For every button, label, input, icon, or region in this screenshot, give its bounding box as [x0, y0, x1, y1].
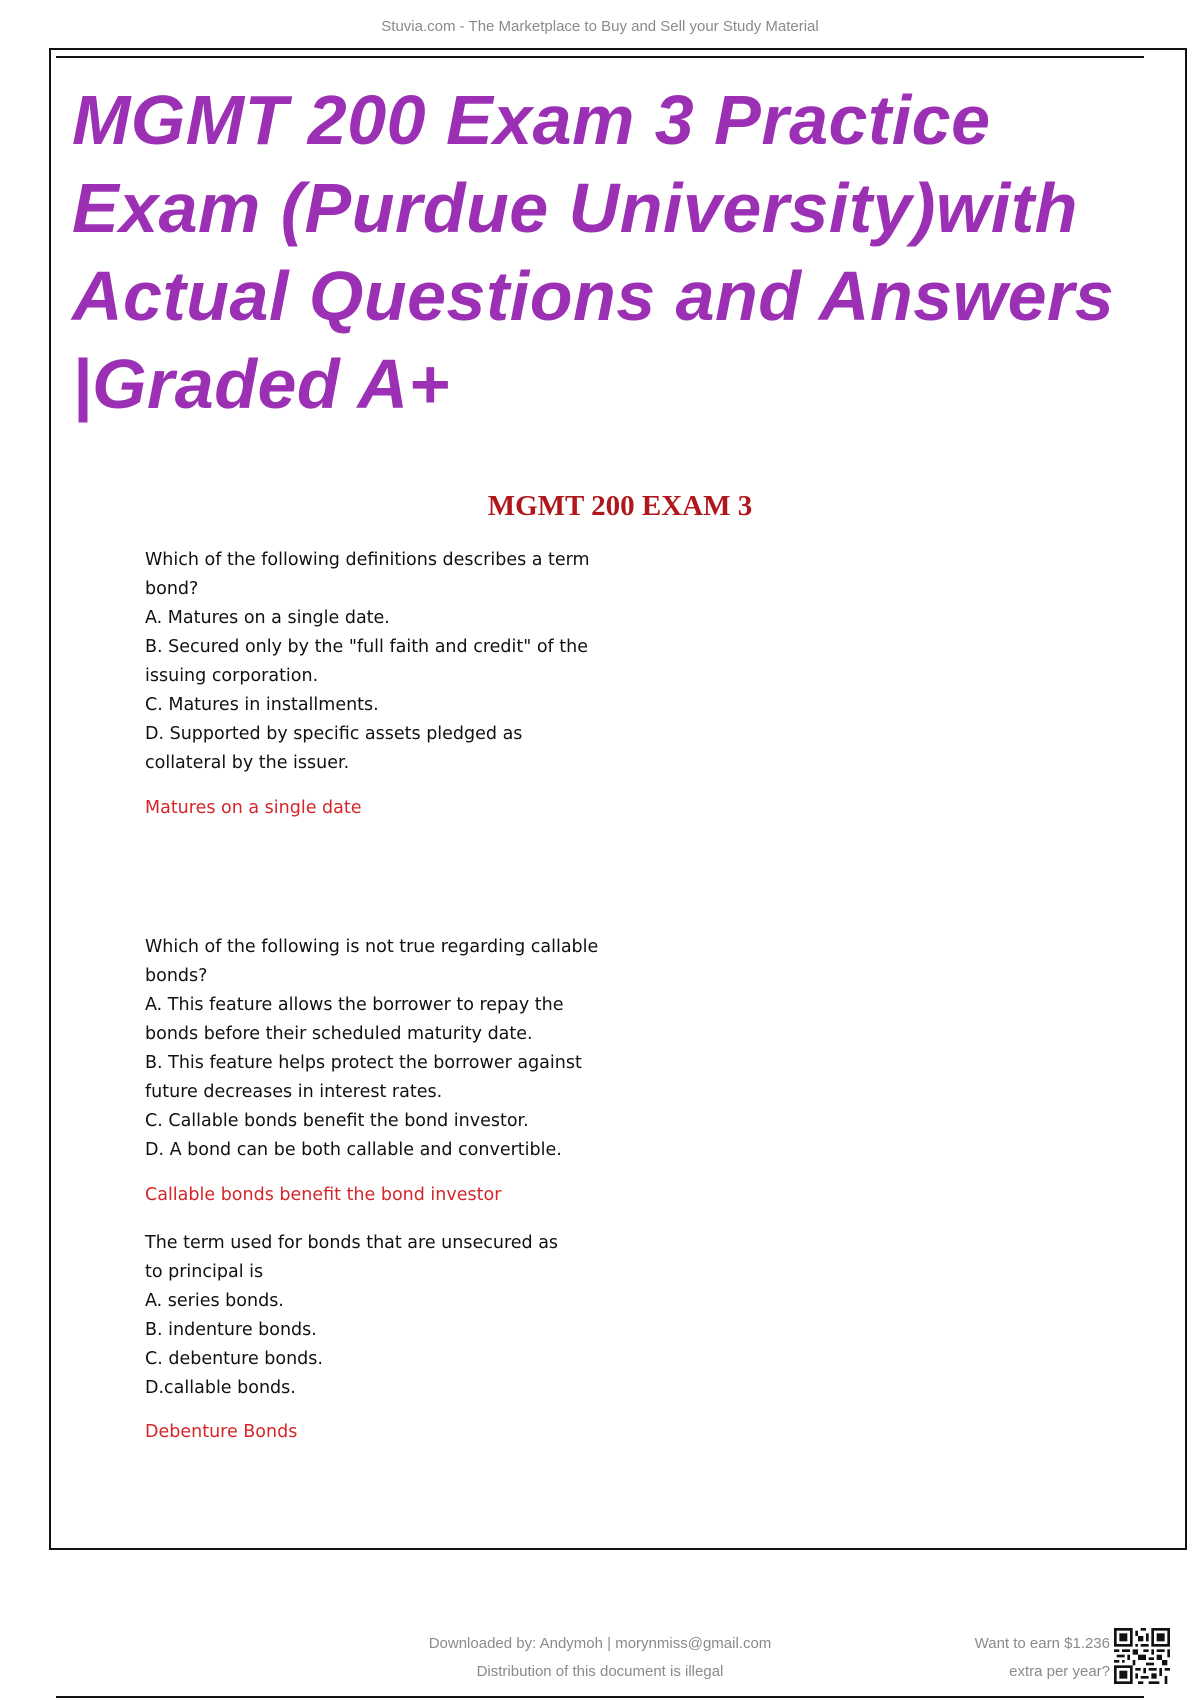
question-3-line: to principal is: [145, 1262, 264, 1282]
title-line-3: Actual Questions and Answers: [72, 257, 1115, 335]
question-1-option: A. Matures on a single date.: [145, 608, 390, 628]
stuvia-banner: Stuvia.com - The Marketplace to Buy and Sell your Study Material: [381, 18, 819, 35]
question-2-line: Which of the following is not true regarding callable: [145, 937, 599, 957]
title-line-4: |Graded A+: [72, 345, 450, 423]
downloaded-by-text: Downloaded by: Andymoh | morynmiss@gmail.com: [428, 1635, 772, 1652]
question-1-option: C. Matures in installments.: [145, 695, 379, 715]
answer-3: Debenture Bonds: [145, 1422, 298, 1442]
question-1: [145, 546, 625, 778]
question-3-option: D.callable bonds.: [145, 1378, 296, 1398]
question-3: [145, 1229, 625, 1403]
promo-line-1: Want to earn $1.236: [974, 1635, 1110, 1652]
question-2-option: D. A bond can be both callable and convertible.: [145, 1140, 562, 1160]
answer-2: Callable bonds benefit the bond investor: [145, 1185, 502, 1205]
question-2-option: B. This feature helps protect the borrower against: [145, 1053, 582, 1073]
answer-1: Matures on a single date: [145, 798, 362, 818]
question-1-line: Which of the following definitions describes a term: [145, 550, 590, 570]
download-footer: [380, 1630, 820, 1686]
title-line-1: MGMT 200 Exam 3 Practice: [72, 81, 991, 159]
frame-top-rule: [56, 56, 1144, 58]
distribution-notice: Distribution of this document is illegal: [476, 1663, 724, 1680]
question-3-option: C. debenture bonds.: [145, 1349, 323, 1369]
question-2-option: A. This feature allows the borrower to repay the: [145, 995, 564, 1015]
question-3-option: A. series bonds.: [145, 1291, 284, 1311]
exam-heading: MGMT 200 EXAM 3: [487, 490, 753, 522]
question-1-option: B. Secured only by the "full faith and credit" of the: [145, 637, 588, 657]
question-2: [145, 933, 625, 1165]
question-1-line: bond?: [145, 579, 199, 599]
question-3-line: The term used for bonds that are unsecured as: [145, 1233, 559, 1253]
promo-text[interactable]: [975, 1630, 1110, 1686]
question-2-line: bonds?: [145, 966, 208, 986]
question-2-option: bonds before their scheduled maturity date.: [145, 1024, 533, 1044]
qr-code-icon[interactable]: [1114, 1628, 1170, 1684]
question-1-option: collateral by the issuer.: [145, 753, 350, 773]
question-3-option: B. indenture bonds.: [145, 1320, 317, 1340]
footer-rule: [56, 1696, 1144, 1698]
document-title: [72, 76, 1162, 428]
question-1-option: D. Supported by specific assets pledged as: [145, 724, 523, 744]
question-1-option: issuing corporation.: [145, 666, 319, 686]
title-line-2: Exam (Purdue University)with: [72, 169, 1078, 247]
question-2-option: C. Callable bonds benefit the bond investor.: [145, 1111, 529, 1131]
promo-line-2: extra per year?: [1009, 1663, 1110, 1680]
question-2-option: future decreases in interest rates.: [145, 1082, 443, 1102]
